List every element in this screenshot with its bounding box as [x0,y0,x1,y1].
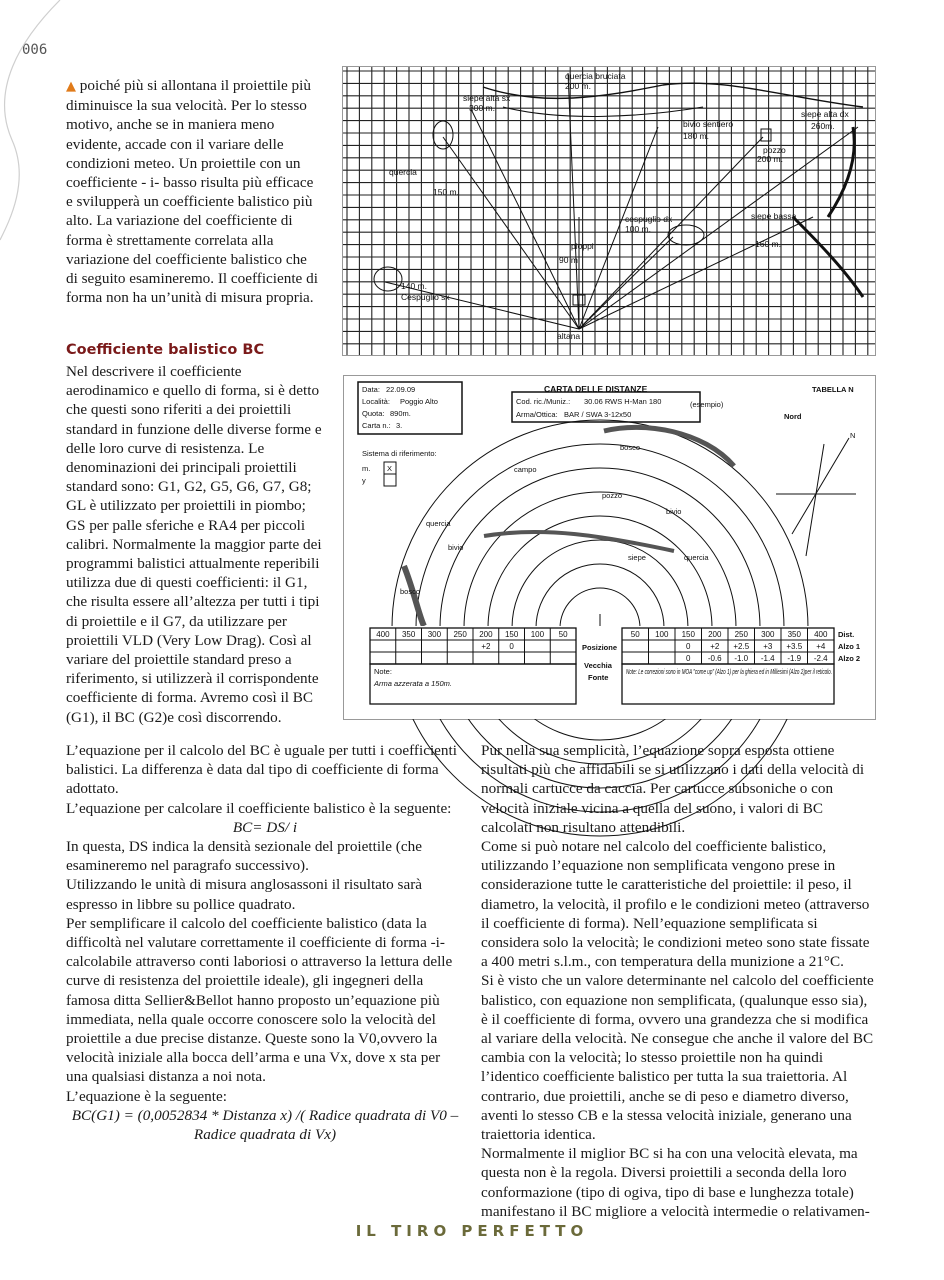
map-bivio-right: bivio [666,507,682,516]
table-cell: 0 [686,654,691,663]
section-p4: In questa, DS indica la densità sezionale del proiettile (che esamineremo nel paragrafo successivo). [66,838,422,875]
card-arma-label: Arma/Ottica: [516,410,558,419]
label-bivio-dist: 180 m. [683,131,709,141]
intro-paragraph [66,76,322,307]
table-cell: 150 [681,630,695,639]
right-p1: Pur nella sua semplicità, l’equazione sopra esposta ottiene risultati più che affidabili se si utilizzano i dati della velocità di normali cartucce da caccia. Per cartucce subsoniche o con velocità iniziale vicina a quella del suono, i valori di BC calcolati non risultano attendibili. [481,742,865,836]
card-dist-label: Dist. [838,630,855,639]
distance-card-svg [344,376,875,719]
card-tabella: TABELLA N [812,385,854,394]
intro-text: poiché più si allontana il proiettile più diminuisce la sua velocità. Per lo stesso motivo, anche se in maniera meno evidente, accade con il variare delle condizioni meteo. Un proiettile con un coefficiente - i- basso risulta più efficace e svilupperà un coefficiente balistico più alto. La variazione del coefficiente di forma è strettamente correlata alla variazione del coefficiente balistico che di seguito esamineremo. Il coefficiente di forma non ha un’unità di misura propria. [66,77,318,307]
table-cell: -1.4 [760,654,775,663]
table-cell: 400 [814,630,828,639]
sketch-map-svg [343,67,875,355]
section-p7: L’equazione è la seguente: [66,1087,227,1105]
label-siepe-alta-sx-dist: 300 m. [469,103,495,113]
table-cell: +2.5 [733,642,750,651]
table-cell: +4 [816,642,826,651]
label-bivio: bivio sentiero [683,119,734,129]
map-campo: campo [514,465,537,474]
map-bosco-left: bosco [400,587,421,596]
card-fonte: Fonte [588,673,609,682]
table-cell: +2 [481,642,491,651]
card-x: X [387,464,393,473]
section-heading: Coefficiente balistico BC [66,342,265,358]
card-carta-label: Carta n.: [362,421,391,430]
card-quota-label: Quota: [362,409,385,418]
hunting-sketch-map [342,66,876,356]
table-cell: -1.0 [734,654,749,663]
label-siepe-bassa-dist: 160 m. [755,239,781,249]
card-sistema: Sistema di riferimento: [362,449,437,458]
card-vecchia: Vecchia [584,661,612,670]
label-quercia-dist: 150 m. [433,187,459,197]
label-quercia-bruciata: quercia bruciata [565,71,626,81]
section-p1: Nel descrivere il coefficiente aerodinamico e quello di forma, si è detto che questi sono riferiti a dei proiettili standard in funzione delle diverse forme e delle loro curve di resistenza. Le denominazioni dei principali proiettili standard sono: G1, G2, G5, G6, G7, G8; GL è utilizzato per proiettili in piombo; GS per palle sferiche e RA4 per piccoli calibri. Normalmente la maggior parte dei programmi balistici attualmente reperibili utilizza due di questi coefficienti: il G1, che risulta essere all’altezza per tutti i tipi di proiettile e il G7, da utilizzare per proiettili VLD (Very Low Drag). Così al variare del proiettile standard preso a riferimento, si utilizzerà il corrispondente coefficiente di forma. Avremo così il BC (G1), il BC (G2)e così discorrendo. [66,363,322,726]
map-quercia-right: quercia [684,553,709,562]
card-n: N [850,431,856,440]
card-localita-label: Località: [362,397,390,406]
table-cell: 250 [453,630,467,639]
section-p3: L’equazione per calcolare il coefficiente balistico è la seguente: [66,799,452,817]
map-quercia-left: quercia [426,519,451,528]
label-pozzo: pozzo [763,145,786,155]
label-cespuglio-dx-dist: 100 m. [625,224,651,234]
table-cell: +3 [763,642,773,651]
card-alzo1-label: Alzo 1 [838,642,861,651]
lower-left-column [66,741,464,1144]
table-cell: 300 [761,630,775,639]
table-cell: 50 [558,630,568,639]
card-m: m. [362,464,371,473]
decorative-curve [0,0,60,260]
card-localita-value: Poggio Alto [400,397,438,406]
right-p4: Normalmente il miglior BC si ha con una velocità elevata, ma questa non è la regola. Diversi proiettili a seconda della loro conformazione (tipo di ogiva, tipo di base e lunghezza totale) manifestano il BC migliore a velocità intermedie o relativamen- [481,1145,870,1220]
label-pozzo-dist: 200 m. [757,154,783,164]
table-cell: 100 [530,630,545,639]
card-quota-value: 890m. [390,409,411,418]
table-cell: -1.9 [787,654,802,663]
map-bivio-left: bivio [448,543,464,552]
card-carta-value: 3. [396,421,403,430]
table-cell: 50 [630,630,640,639]
table-cell: 0 [686,642,691,651]
right-p3: Si è visto che un valore determinante nel calcolo del coefficiente balistico, con equazione non semplificata, (qualunque esso sia), è il coefficiente di forma, ovvero una grandezza che si modifica al variare della velocità. Ne consegue che anche il valore del BC cambia con la velocità; lo stesso proiettile non ha quindi l’identico coefficiente balistico per tutta la sua traiettoria. Al contrario, due proiettili, anche se di peso e diametro diverso, aventi lo stesso CB e la stessa velocità iniziale, generano una traiettoria identica. [481,972,874,1144]
table-cell: -0.6 [707,654,722,663]
table-cell: 100 [655,630,669,639]
table-cell: 400 [376,630,390,639]
label-siepe-bassa: siepe bassa [751,211,797,221]
card-title: CARTA DELLE DISTANZE [544,384,648,394]
distance-card [343,375,876,720]
table-cell: -2.4 [813,654,828,663]
table-cell: 0 [509,642,514,651]
card-right-note: Note: Le correzioni sono in MOA "come up" (Alzo 1) per la ghiera ed in Millesimi (Alzo 2)per il reticolo. [626,669,833,676]
section-paragraph-1 [66,362,322,727]
label-quercia-bruciata-dist: 200 m. [565,81,591,91]
card-left-note-label: Note: [374,667,392,676]
label-siepe-alta-sx: siepe alta sx [463,93,511,103]
card-y: y [362,476,366,485]
card-data-label: Data: [362,385,380,394]
map-siepe: siepe [628,553,646,562]
label-quercia: quercia [389,167,417,177]
page-footer: IL TIRO PERFETTO [355,1222,589,1240]
formula-bc-g1: BC(G1) = (0,0052834 * Distanza x) /( Radice quadrata di V0 – Radice quadrata di Vx) [71,1106,459,1144]
section-p6: Per semplificare il calcolo del coefficiente balistico (data la difficoltà nel valutare correttamente il coefficiente di forma -i- calcolabile attraverso conti laboriosi o attraverso la lettura delle curve di resistenza del proiettile ideale), gli ingegneri della famosa ditta Sellier&Bellot hanno proposto un’equazione più immediata, nella quale occorre conoscere solo la velocità del proiettile a due precise distanze. Queste sono la V0,ovvero la velocità iniziale alla bocca dell’arma e una Vx, dove x sta per una qualsiasi distanza a noi nota. [66,914,453,1086]
table-cell: 150 [504,630,519,639]
card-alzo2-label: Alzo 2 [838,654,861,663]
card-data-value: 22.09.09 [386,385,416,394]
table-cell: 250 [734,630,748,639]
map-bosco-top: bosco [620,443,641,452]
page-number: 006 [22,42,48,58]
formula-bc: BC= DS/ i [232,818,298,836]
table-cell: 350 [787,630,801,639]
label-cespuglio-sx: Cespuglio sx [401,292,450,302]
label-cespuglio-dx: cespuglio dx [625,214,673,224]
right-p2: Come si può notare nel calcolo del coefficiente balistico, utilizzando l’equazione non semplificata vengono prese in considerazione tutte le caratteristiche del proiettile: il peso, il diametro, la velocità, il profilo e le condizioni meteo (attraverso il coefficiente di forma). Nell’equazione semplificata si considera solo la velocità; le condizioni meteo sono state fissate a 400 metri s.l.m., con temperatura della munizione a 21°C. [481,838,870,971]
card-left-note: Arma azzerata a 150m. [374,679,452,688]
label-pioppi: pioppi [571,241,594,251]
map-pozzo: pozzo [602,491,623,500]
table-cell: 300 [427,630,442,639]
card-nord: Nord [784,412,802,421]
section-p2: L’equazione per il calcolo del BC è uguale per tutti i coefficienti balistici. La differenza è data dal tipo di coefficiente di forma adottato. [66,742,457,798]
right-column [481,741,875,1221]
label-siepe-alta-dx-dist: 260m. [811,121,835,131]
table-cell: 200 [479,630,493,639]
label-pioppi-dist: 90 m. [559,255,581,265]
table-cell: 200 [708,630,722,639]
card-cod-label: Cod. ric./Muniz.: [516,397,571,406]
table-cell: 350 [401,630,416,639]
card-cod-value: 30.06 RWS H-Man 180 [584,397,662,406]
label-altana: altana [557,331,581,341]
card-arma-value: BAR / SWA 3-12x50 [564,410,632,419]
card-posizione: Posizione [582,643,618,652]
section-p5: Utilizzando le unità di misura anglosassoni il risultato sarà espresso in libbre su pollice quadrato. [66,876,422,913]
table-cell: +3.5 [786,642,803,651]
card-esempio: (esempio) [690,400,724,409]
label-cespuglio-sx-dist: 140 m. [401,281,427,291]
table-cell: +2 [710,642,720,651]
label-siepe-alta-dx: siepe alta dx [801,109,849,119]
continuation-caret-icon: ▲ [66,79,76,94]
